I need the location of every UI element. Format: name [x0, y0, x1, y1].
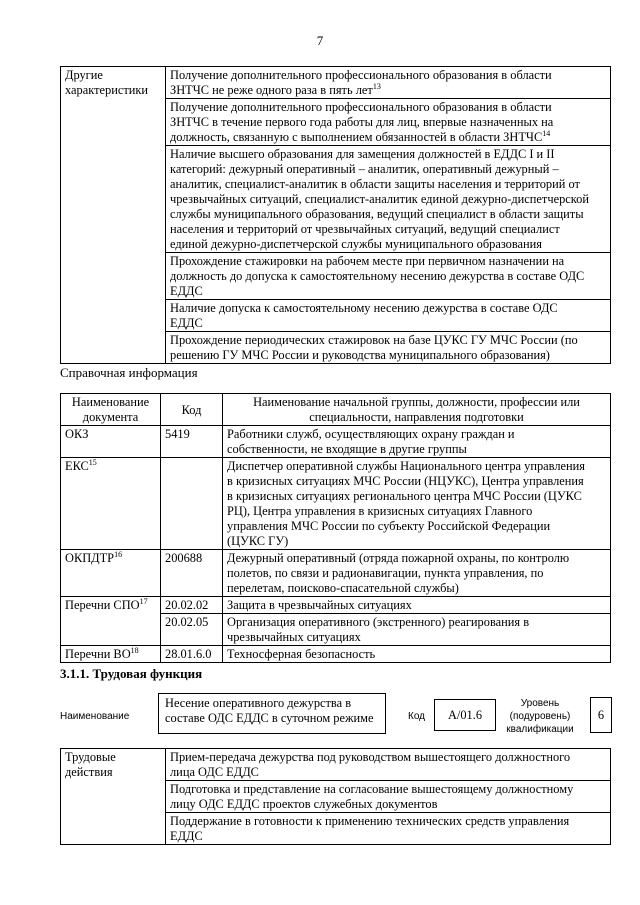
doc-cell: Перечни ВО$^{18}$: [61, 646, 161, 663]
labor-function-heading: 3.1.1. Трудовая функция: [60, 666, 203, 681]
characteristic-item: Наличие допуска к самостоятельному несению дежурства в составе ОДС ЕДДС: [166, 300, 611, 332]
name-cell: Организация оперативного (экстренного) реагирования в чрезвычайных ситуациях: [223, 614, 611, 646]
characteristic-item: Прохождение периодических стажировок на базе ЦУКС ГУ МЧС России (по решению ГУ МЧС России и руководства муниципального образования): [166, 332, 611, 364]
other-characteristics-label: Другие характеристики: [61, 67, 166, 364]
doc-cell: ОКПДТР$^{16}$: [61, 550, 161, 597]
footnote-ref: 16: [114, 549, 123, 559]
table-row: [61, 550, 611, 597]
doc-cell: ЕКС$^{15}$: [61, 458, 161, 550]
characteristic-item: Получение дополнительного профессионального образования в области ЗНТЧС в течение первого года работы для лиц, впервые назначенных на должность, связанную с выполнением обязанностей в области ЗНТЧС$^{14}$: [166, 99, 611, 146]
table-row: [61, 597, 611, 614]
code-cell: 200688: [161, 550, 223, 597]
labor-action-item: Прием-передача дежурства под руководством вышестоящего должностного лица ОДС ЕДДС: [166, 749, 611, 781]
function-name-label: Наименование: [60, 711, 130, 722]
qualification-level-box: 6: [590, 697, 612, 733]
qualification-level-label: Уровень (подуровень) квалификации: [506, 698, 574, 735]
footnote-ref: 17: [139, 596, 148, 606]
code-cell: [161, 458, 223, 550]
footnote-ref: 18: [130, 645, 139, 655]
code-cell: 20.02.02: [161, 597, 223, 614]
footnote-ref: 15: [88, 457, 97, 467]
characteristic-item: Наличие высшего образования для замещения должностей в ЕДДС I и II категорий: дежурный оперативный – аналитик, оперативный дежурный – аналитик, специалист-аналитик в области защиты населения и территорий от чрезвычайных ситуаций, специалист-аналитик единой дежурно-диспетчерской службы муниципального образования, ведущий специалист в области защиты населения и территорий от чрезвычайных ситуаций, ведущий специалист единой дежурно-диспетчерской службы муниципального образования: [166, 146, 611, 253]
function-code-label: Код: [408, 711, 426, 722]
footnote-ref: 14: [542, 128, 551, 138]
labor-actions-label: Трудовые действия: [61, 749, 166, 845]
name-cell: Работники служб, осуществляющих охрану граждан и собственности, не входящие в другие группы: [223, 426, 611, 458]
reference-header-row: [61, 394, 611, 426]
table-row: [61, 646, 611, 663]
name-cell: Диспетчер оперативной службы Национального центра управления в кризисных ситуациях МЧС России (НЦУКС), Центра управления в кризисных ситуациях регионального центра МЧС России (ЦУКС РЦ), Центра управления в кризисных ситуациях Главного управления МЧС России по субъекту Российской Федерации (ЦУКС ГУ): [223, 458, 611, 550]
characteristic-item: Получение дополнительного профессионального образования в области ЗНТЧС не реже одного раза в пять лет$^{13}$: [166, 67, 611, 99]
footnote-ref: 13: [372, 81, 381, 91]
labor-action-item: Поддержание в готовности к применению технических средств управления ЕДДС: [166, 813, 611, 845]
function-name-box: Несение оперативного дежурства в составе ОДС ЕДДС в суточном режиме: [158, 693, 386, 734]
reference-section-title: Справочная информация: [60, 365, 198, 380]
doc-cell: ОКЗ: [61, 426, 161, 458]
name-cell: Техносферная безопасность: [223, 646, 611, 663]
doc-cell: Перечни СПО$^{17}$: [61, 597, 161, 646]
header-name: Наименование начальной группы, должности, профессии или специальности, направления подготовки: [223, 394, 611, 426]
characteristic-item: Прохождение стажировки на рабочем месте при первичном назначении на должность до допуска к самостоятельному несению дежурства в составе ОДС ЕДДС: [166, 253, 611, 300]
page-number: 7: [316, 33, 324, 48]
labor-actions-table: [60, 748, 611, 845]
header-code: Код: [161, 394, 223, 426]
table-row: [61, 426, 611, 458]
reference-table: [60, 393, 611, 663]
code-cell: 28.01.6.0: [161, 646, 223, 663]
code-cell: 20.02.05: [161, 614, 223, 646]
other-characteristics-table: [60, 66, 611, 364]
header-document: Наименование документа: [61, 394, 161, 426]
code-cell: 5419: [161, 426, 223, 458]
name-cell: Дежурный оперативный (отряда пожарной охраны, по контролю полетов, по связи и радионавигации, пункта управления, по перелетам, поисково-спасательной службы): [223, 550, 611, 597]
function-code-box: А/01.6: [434, 699, 496, 731]
labor-action-item: Подготовка и представление на согласование вышестоящему должностному лицу ОДС ЕДДС проектов служебных документов: [166, 781, 611, 813]
name-cell: Защита в чрезвычайных ситуациях: [223, 597, 611, 614]
table-row: [61, 458, 611, 550]
